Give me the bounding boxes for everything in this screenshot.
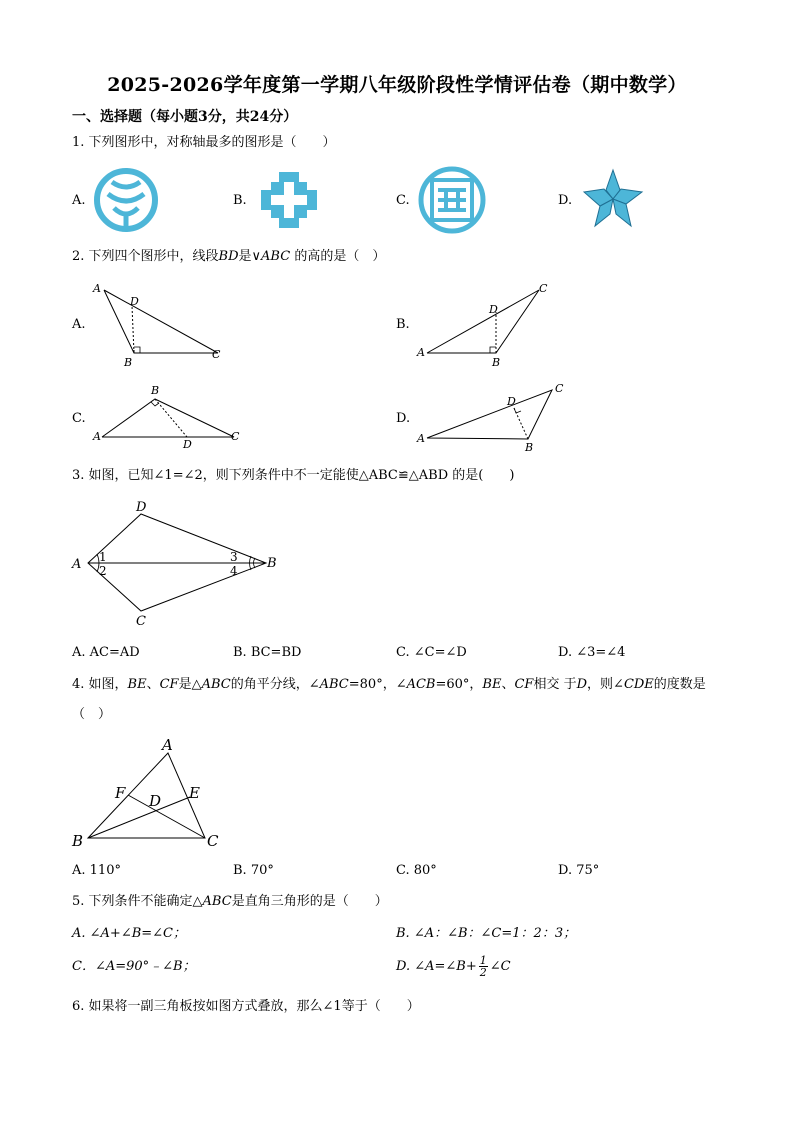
- q5-option-d-text: D. ∠A=∠B+: [396, 959, 477, 974]
- q4-text: 的度数是: [653, 677, 706, 692]
- q1-option-a-logo-icon: [94, 168, 158, 232]
- q4-text: BE: [482, 677, 502, 692]
- q4-text: ABC: [201, 677, 231, 692]
- q2-option-c-label: C.: [72, 411, 86, 426]
- q3-angle-2: 2: [99, 564, 107, 578]
- question-1-stem: 1. 下列图形中，对称轴最多的图形是（ ）: [72, 135, 336, 150]
- question-4-stem: [72, 676, 706, 694]
- q4-text: =60°，: [435, 677, 483, 692]
- q2a-label-b: B: [124, 356, 133, 369]
- q1-option-b-logo-icon: [257, 168, 321, 232]
- q3-label-a: A: [72, 557, 82, 572]
- q1-option-d-logo-icon: [580, 166, 646, 232]
- q3-figure: [70, 497, 290, 632]
- q4-option-b: B. 70°: [233, 863, 274, 878]
- q4-text: 相交 于: [533, 677, 577, 692]
- q4-text: 、: [501, 677, 515, 692]
- q5-option-d: [396, 955, 511, 978]
- q1-option-d-label: D.: [558, 193, 573, 208]
- q3-angle-1: 1: [99, 550, 107, 564]
- q4-text: CF: [514, 677, 534, 692]
- q2b-label-a: A: [417, 346, 425, 359]
- q2-stem-text: 是∨: [238, 249, 262, 264]
- q5-text: ABC: [202, 894, 232, 909]
- q2b-label-d: D: [489, 303, 498, 316]
- q5-fraction-denominator: 2: [479, 966, 487, 979]
- question-2-stem: [72, 248, 385, 266]
- q2-figure-b: [415, 280, 555, 370]
- q4-text: CF: [159, 677, 179, 692]
- q5-option-a: A. ∠A+∠B=∠C；: [72, 926, 187, 941]
- question-6-stem: 6. 如果将一副三角板按如图方式叠放，那么∠1等于（ ）: [72, 999, 420, 1014]
- q2a-label-c: C: [212, 348, 221, 361]
- q4-option-c: C. 80°: [396, 863, 437, 878]
- question-5-stem: [72, 893, 388, 911]
- q2-option-d-label: D.: [396, 411, 411, 426]
- q2-figure-c: [90, 382, 250, 452]
- q2-stem-text: 的高的是（ ）: [290, 249, 386, 264]
- q4-label-c: C: [207, 832, 219, 850]
- section-heading: 一、选择题（每小题3分，共24分）: [72, 109, 298, 125]
- q2-triangle: ABC: [261, 249, 291, 264]
- q3-angle-4: 4: [230, 564, 238, 578]
- q4-text: BE: [127, 677, 147, 692]
- q5-option-c: C．∠A=90°﹣∠B；: [72, 959, 196, 974]
- q3-option-c: C. ∠C=∠D: [396, 645, 467, 660]
- q5-text: 是直角三角形的是（ ）: [231, 894, 388, 909]
- q4-label-f: F: [115, 784, 126, 802]
- q3-option-d: D. ∠3=∠4: [558, 645, 626, 660]
- q2b-label-c: C: [539, 282, 548, 295]
- q4-text: ABC: [319, 677, 349, 692]
- q4-text: ACB: [406, 677, 436, 692]
- q4-option-d: D. 75°: [558, 863, 600, 878]
- q4-text: 4. 如图，: [72, 677, 128, 692]
- q4-label-b: B: [72, 832, 84, 850]
- q5-fraction-numerator: 1: [479, 954, 487, 967]
- q2-segment: BD: [218, 249, 239, 264]
- q1-option-c-label: C.: [396, 193, 410, 208]
- q3-angle-3: 3: [230, 550, 238, 564]
- q1-option-b-label: B.: [233, 193, 247, 208]
- q2a-label-d: D: [130, 295, 139, 308]
- q2c-label-c: C: [231, 430, 240, 443]
- q2-figure-d: [415, 378, 575, 458]
- q4-label-a: A: [162, 736, 173, 754]
- question-3-stem: 3. 如图，已知∠1=∠2，则下列条件中不一定能使△ABC≌△ABD 的是( ): [72, 468, 515, 483]
- q4-option-a: A. 110°: [72, 863, 121, 878]
- q2-option-a-label: A.: [72, 317, 86, 332]
- q2d-label-a: A: [417, 432, 425, 445]
- page-title: 2025-2026学年度第一学期八年级阶段性学情评估卷（期中数学）: [107, 74, 687, 96]
- q4-text: D: [576, 677, 588, 692]
- q3-label-d: D: [136, 500, 147, 515]
- q4-text: 是△: [178, 677, 202, 692]
- question-4-stem-line2: （ ）: [72, 707, 112, 722]
- q4-text: 、: [146, 677, 160, 692]
- q5-option-d-text: ∠C: [489, 959, 511, 974]
- q4-label-e: E: [189, 784, 200, 802]
- q2-figure-a: [90, 280, 230, 370]
- q5-text: 5. 下列条件不能确定△: [72, 894, 203, 909]
- q3-option-a: A. AC=AD: [72, 645, 140, 660]
- q4-text: CDE: [623, 677, 654, 692]
- q4-text: 的角平分线，∠: [230, 677, 320, 692]
- q2-stem-text: 2. 下列四个图形中，线段: [72, 249, 219, 264]
- q2c-label-a: A: [93, 430, 101, 443]
- q4-text: ，则∠: [587, 677, 624, 692]
- q4-label-d: D: [149, 792, 162, 810]
- q2-option-b-label: B.: [396, 317, 410, 332]
- q2a-label-a: A: [93, 282, 101, 295]
- q5-option-b: B. ∠A：∠B：∠C=1：2：3；: [396, 926, 577, 941]
- q4-text: =80°，∠: [348, 677, 407, 692]
- q4-figure: [70, 735, 240, 850]
- q5-fraction: [479, 955, 488, 978]
- q2b-label-b: B: [492, 356, 501, 369]
- q2c-label-b: B: [151, 384, 160, 397]
- q1-option-c-logo-icon: [418, 166, 486, 234]
- q1-option-a-label: A.: [72, 193, 86, 208]
- q2d-label-b: B: [525, 441, 534, 454]
- q3-label-b: B: [267, 556, 277, 571]
- q3-option-b: B. BC=BD: [233, 645, 302, 660]
- q2d-label-c: C: [555, 382, 564, 395]
- q2c-label-d: D: [183, 438, 192, 451]
- q2d-label-d: D: [507, 395, 516, 408]
- q3-label-c: C: [136, 614, 146, 629]
